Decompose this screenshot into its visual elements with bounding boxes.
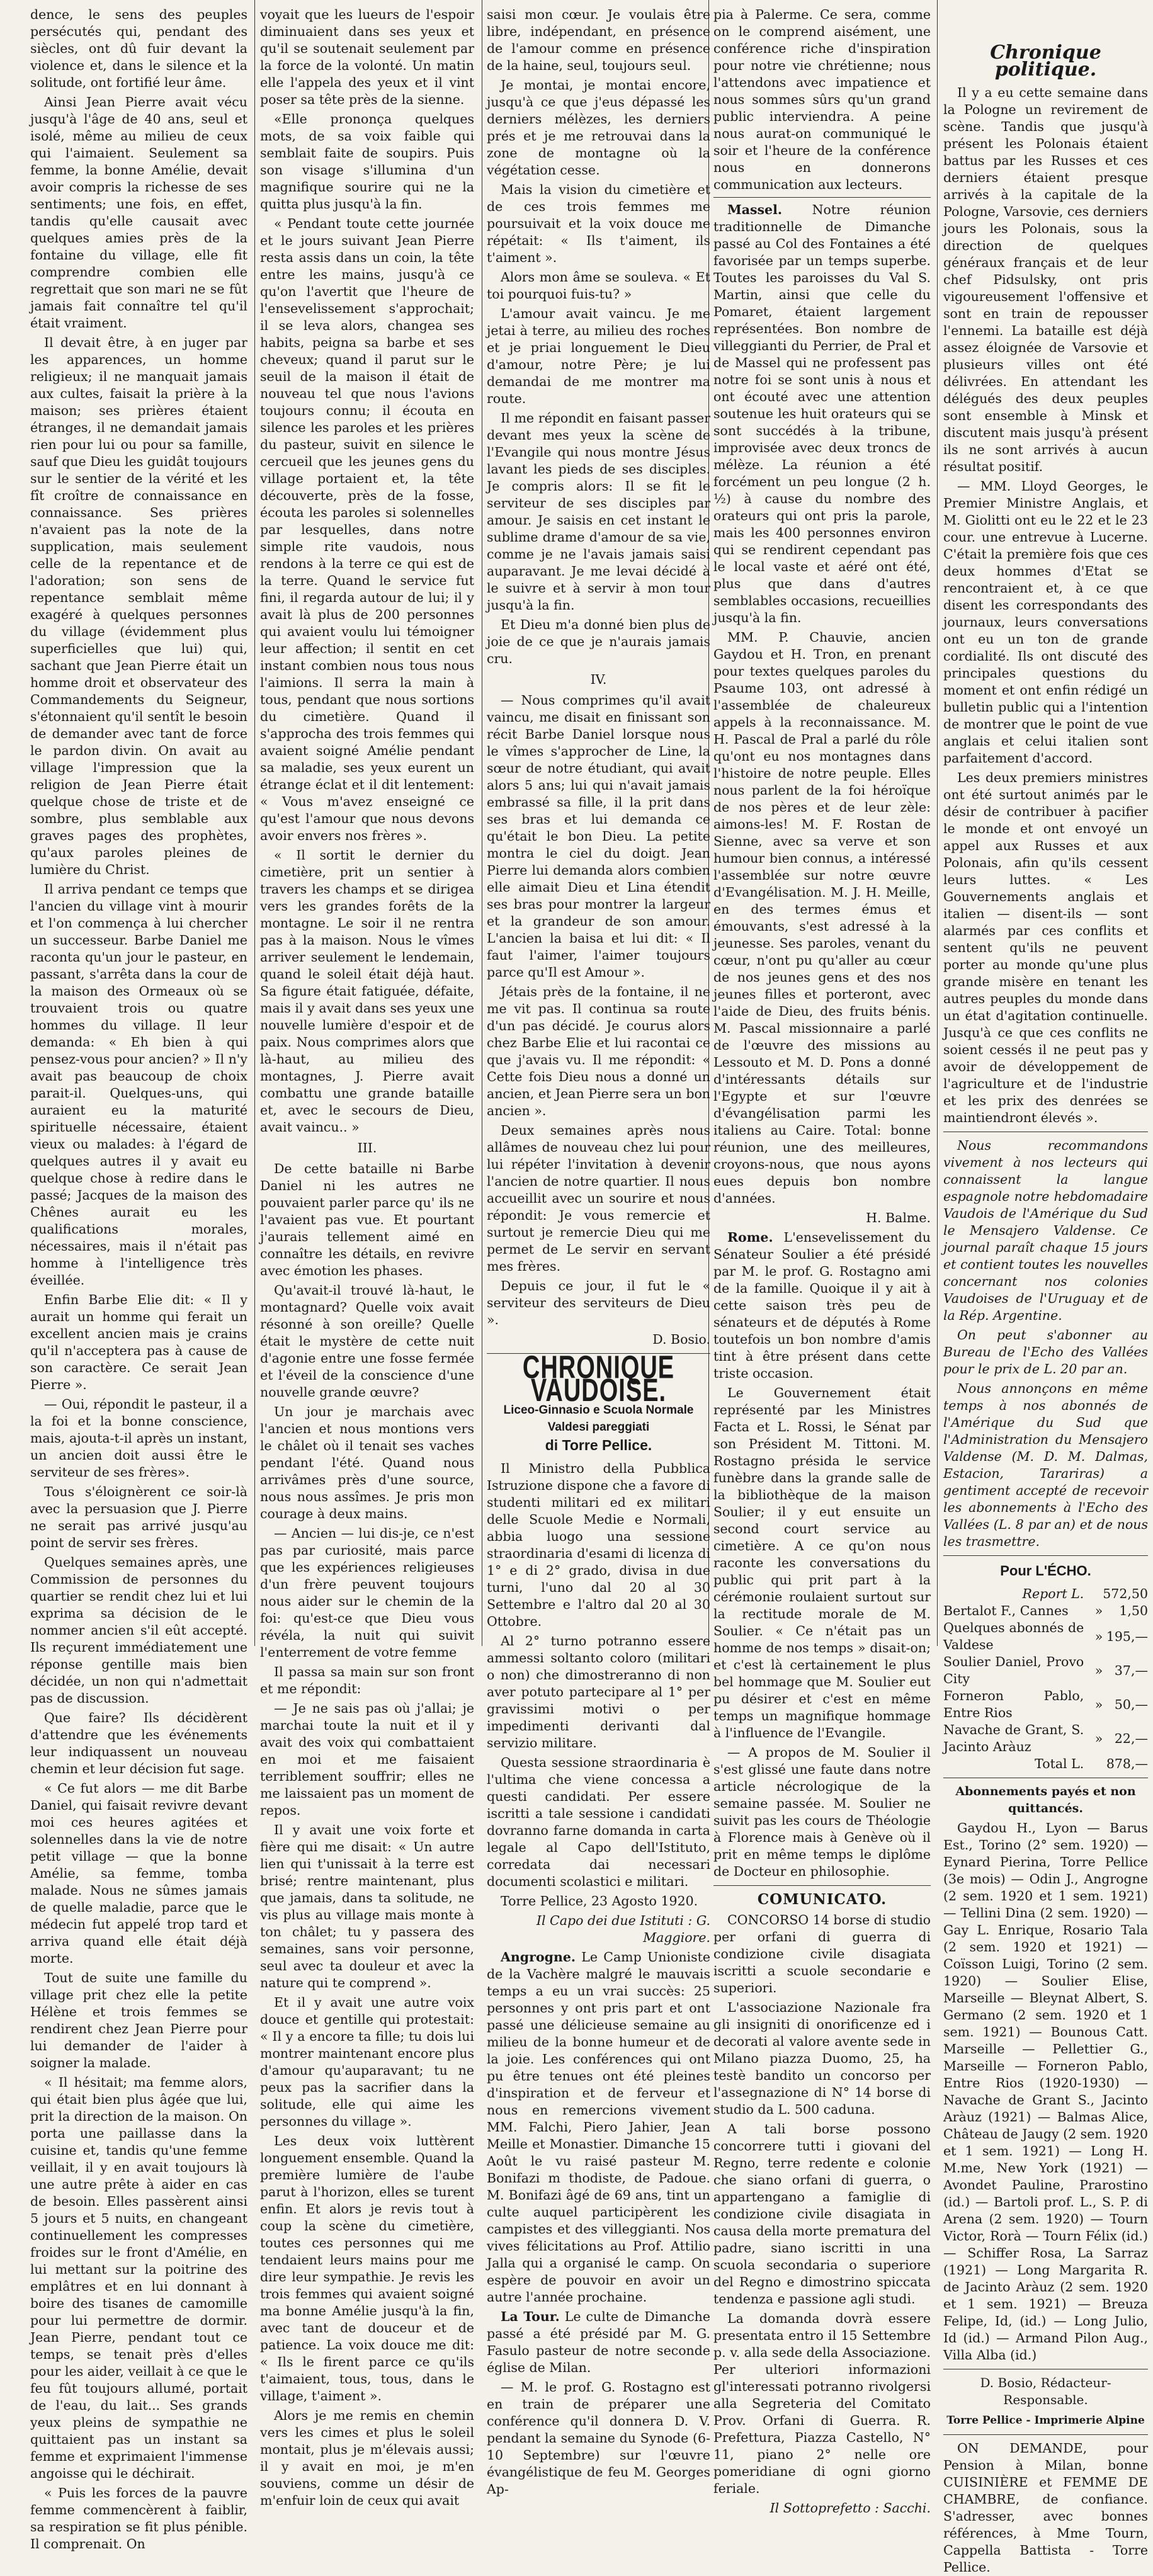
paragraph: « Pendant toute cette journée et le jours suivant Jean Pierre resta assis dans un coin, la tête entre les mains, jusqu'à ce qu'on l'avertit que l'heure de l'ensevelissement s'approchait; il se leva alors, changea ses habits, peigna sa barbe et ses cheveux; quand il parut sur le seuil de la maison il était de nouveau tel que nous l'avions toujours connu; il écouta en silence les paroles et les prières du pasteur, suivit en silence le cercueil que les jeunes gens du village portaient et, la tête découverte, près de la fosse, écouta les paroles si solennelles par lesquelles, dans notre simple rite vaudois, nous rendons à la terre ce qui est de la terre. Quand le service fut fini, il regarda autour de lui; il y avait là plus de 200 personnes qui avaient voulu lui témoigner leur affection; il sentit en cet instant combien nous tous nous l'aimions. Il serra la main à tous, pendant que nous sortions du cimetière. Quand il s'approcha des trois femmes qui avaient soigné Amélie pendant sa maladie, ses yeux eurent un étrange éclat et il dit lentement: « Vous m'avez enseigné ce qu'est l'amour que nous devons avoir envers nos frères ». [260, 216, 474, 843]
paragraph: « Ce fut alors — me dit Barbe Daniel, qui faisait revivre devant moi ces heures agitées et solennelles dans la vie de notre petit village — que la bonne Amélie, sa femme, tomba malade. Nous ne sûmes jamais de quelle maladie, parce que le médecin fut appelé trop tard et arriva quand elle était déjà morte. [30, 1781, 247, 1966]
currency-mark: » [1094, 1696, 1103, 1712]
author-signature: D. Bosio. [652, 1332, 710, 1347]
paragraph: dence, le sens des peuples persécutés qui, pendant des siècles, ont dû fuir devant la violence et, dans le silence et la solitude, ont fortifié leur âme. [30, 7, 247, 90]
paragraph: L'amour avait vaincu. Je me jetai à terre, au milieu des roches et je priai longuement le Dieu d'amour, notre Père; je lui demandai de me montrer ma route. [487, 306, 710, 406]
news-item-massel [713, 201, 931, 627]
ledger-total-row [943, 1756, 1148, 1773]
section-title: Chronique politique. [990, 42, 1101, 81]
paragraph: Les deux voix luttèrent longuement ensemble. Quand la première lumière de l'aube parut à l'horizon, elles se turent enfin. Et alors je revis tout à coup la scène du cimetière, toutes ces personnes qui me tendaient leurs mains pour me dire leur sympathie. Je revis les trois femmes qui avaient soigné ma bonne Amélie jusqu'à la fin, avec tant de douceur et de patience. La voix douce me dit: « Ils le firent parce ce qu'ils t'aimaient, tous, tous, dans le village, t'aiment ». [260, 2133, 474, 2403]
news-item-latour [487, 2308, 710, 2376]
paragraph: Il me répondit en faisant passer devant mes yeux la scène de l'Evangile qui nous montre Jésus lavant les pieds de ses disciples. Je compris alors: Il se fit le serviteur de ses disciples par amour. Je saisis en cet instant le sublime drame d'amour de sa vie, comme je ne l'avais jamais saisi auparavant. Je me levai décidé à le suivre et à servir à mon tour jusqu'à la fin. [487, 411, 710, 613]
donation-ledger [943, 1586, 1148, 1773]
subsection-title: Liceo-Ginnasio e Scuola Normale Valdesi pareggiati [503, 1404, 694, 1434]
paragraph: MM. P. Chauvie, ancien Gaydou et H. Tron, en prenant pour textes quelques paroles du Psaume 103, ont adressé à l'assemblée de chaleureux appels à la reconnaissance. M. H. Pascal de Pral a parlé du rôle qu'ont eu nos montagnes dans l'histoire de notre peuple. Elles nous parlent de la foi héroïque de nos pères et de leur zèle: aimons-les! M. F. Rostan de Sienne, avec sa verve et son humour bien connus, a intéressé l'assemblée sur notre œuvre d'Evangélisation. M. J. H. Meille, en des termes émus et émouvants, s'est adressé à la jeunesse. Ses paroles, venant du cœur, n'ont pu qu'aller au cœur de nos jeunes gens et des nos jeunes filles et porteront, avec l'aide de Dieu, des fruits bénis. M. Pascal missionnaire a parlé de l'œuvre des missions au Lessouto et M. D. Pons a donné d'intéressants détails sur l'Egypte et sur l'œuvre d'évangélisation parmi les italiens au Caire. Total: bonne réunion, une des meilleures, croyons-nous, que nous ayons eues depuis bon nombre d'années. [713, 630, 931, 1206]
signature: H. Balme. [866, 1210, 931, 1225]
divider [943, 2434, 1148, 2435]
column-3 [487, 6, 710, 2497]
paragraph: La domanda dovrà essere presentata entro il 15 Settembre p. v. alla sede della Associazione. Per ulteriori informazioni gl'interessati potranno rivolgersi alla Segreteria del Comitato Prov. Orfani di Guerra. R. Prefettura, Piazza Castello, N° 11, piano 2° nelle ore pomeridiane di ogni giorno feriale. [713, 2311, 931, 2496]
report-amount: 572,50 [1103, 1586, 1148, 1601]
paragraph: « Il hésitait; ma femme alors, qui était bien plus âgée que lui, prit la direction de la maison. On porta une paillasse dans la cuisine et, tandis qu'une femme veillait, il y en avait toujours là une autre prête à aider en cas de besoin. Elles passèrent ainsi 5 jours et 5 nuits, en changeant continuellement les compresses froides sur le front d'Amélie, en lui mettant sur la poitrine des emplâtres et en lui donnant à boire des tisanes de camomille pour lui permettre de dormir. Jean Pierre, pendant tout ce temps, se tenait près d'elles pour les aider, veillait à ce que le feu fût toujours allumé, portait de l'eau, du lait... Ses grands yeux pleins de sympathie ne quittaient pas un instant sa femme et exprimaient l'immense angoisse qui le déchirait. [30, 2075, 247, 2481]
editor-credit: D. Bosio, Rédacteur-Responsable. [980, 2375, 1111, 2407]
paragraph: — Ancien — lui dis-je, ce n'est pas par curiosité, mais parce que les expériences religieuses d'un frère peuvent toujours nous aider sur le chemin de la foi: qu'est-ce que Dieu vous révéla, la nuit qui suivit l'enterrement de votre femme [260, 1526, 474, 1660]
paragraph: De cette bataille ni Barbe Daniel ni les autres ne pouvaient parler parce qu' ils ne l'avaient pas vue. Et pourtant j'aurais tellement aimé en connaître les détails, en revivre avec émotion les phases. [260, 1161, 474, 1278]
paragraph: Quelques semaines après, une Commission de personnes du quartier se rendit chez lui et lui exprima sa décision de le nommer ancien s'il eût accepté. Ils reçurent immédiatement une réponse gentille mais bien décidée, un non qui n'admettait pas de discussion. [30, 1555, 247, 1706]
ledger-row [943, 1654, 1148, 1688]
paragraph: « Puis les forces de la pauvre femme commencèrent à faiblir, sa respiration se fit plus pénible. Il comprenait. On [30, 2485, 247, 2551]
paragraph: Qu'avait-il trouvé là-haut, le montagnard? Quelle voix avait résonné à son oreille? Quelle était le mystère de cette nuit d'agonie entre une fosse fermée et l'éveil de la conscience d'une nouvelle grande œuvre? [260, 1283, 474, 1400]
paragraph: saisi mon cœur. Je voulais être libre, indépendant, en présence de l'amour comme en présence de la haine, seul, toujours seul. [487, 7, 710, 73]
signature: Il Sottoprefetto : Sacchi. [770, 2500, 931, 2516]
ledger-row [943, 1620, 1148, 1654]
paragraph: Depuis ce jour, il fut le « serviteur des serviteurs de Dieu ». [487, 1278, 710, 1327]
section-title: COMUNICATO. [757, 1891, 887, 1908]
news-place: La Tour. [501, 2309, 560, 2324]
ledger-row [943, 1688, 1148, 1722]
paragraph: Et Dieu m'a donné bien plus de joie de ce que je n'aurais jamais cru. [487, 617, 710, 666]
column-4 [713, 6, 931, 2516]
news-item-angrogne [487, 1949, 710, 2306]
ledger-report-row [943, 1586, 1148, 1603]
paragraph: Questa sessione straordinaria è l'ultima che viene concessa a questi candidati. Per essere iscritti a tale sessione i candidati dovranno farne domanda in carta legale al Capo dell'Istituto, corredata dai necessari documenti scolastici e militari. [487, 1755, 710, 1889]
paragraph: — Je ne sais pas où j'allai; je marchai toute la nuit et il y avait des voix qui combattaient en moi et me faisaient terriblement souffrir; elles ne me laissaient pas un moment de repos. [260, 1701, 474, 1818]
paragraph: Le Gouvernement était représenté par les Ministres Facta et L. Rossi, le Sénat par son Président M. Tittoni. M. Rostagno présida le service funèbre dans la grande salle de la bibliothèque de la maison Soulier; il y eut ensuite un second court service au cimetière. A ce qu'on nous raconte les conversations du public qui prit part à la cérémonie roulaient surtout sur la rectitude morale de M. Soulier. « Ce n'était pas un homme de nos temps » disait-on; et c'est là certainement le plus bel hommage que M. Soulier eut pu désirer et c'est en même temps un magnifique hommage à l'influence de l'Evangile. [713, 1385, 931, 1740]
paragraph: Tout de suite une famille du village prit chez elle la petite Hélène et trois femmes se rendirent chez Jean Pierre pour lui demander de l'aider à soigner la malade. [30, 1970, 247, 2070]
total-amount: 878,— [1106, 1756, 1148, 1771]
paragraph: Enfin Barbe Elie dit: « Il y aurait un homme qui ferait un excellent ancien mais je crains qu'il n'acceptera pas à cause de son caractère. Ce serait Jean Pierre ». [30, 1292, 247, 1392]
paragraph: Je montai, je montai encore, jusqu'à ce que j'eus dépassé les derniers mélèzes, les derniers prés et je me retrouvai dans la zone de montagne où la végétation cesse. [487, 77, 710, 178]
paragraph: Il passa sa main sur son front et me répondit: [260, 1664, 474, 1696]
paragraph: — Nous comprimes qu'il avait vaincu, me disait en finissant son récit Barbe Daniel lorsque nous le vîmes s'approcher de Line, la sœur de notre étudiant, qui avait alors 5 ans; lui qui n'avait jamais embrassé sa fille, il la prit dans ses bras et lui demanda ce qu'était le bon Dieu. La petite montra le ciel du doigt. Jean Pierre lui demanda alors combien elle aimait Dieu et Lina étendit ses bras pour montrer la largeur et la grandeur de son amour. L'ancien la baisa et lui dit: « Il faut l'aimer, l'aimer toujours parce qu'Il est Amour ». [487, 693, 710, 980]
news-place: Massel. [727, 202, 783, 217]
paragraph: Et il y avait une autre voix douce et gentille qui protestait: « Il y a encore ta fille; tu dois lui montrer maintenant encore plus d'amour qu'auparavant; tu ne peux pas la sacrifier dans la solitude, elle qui aime les personnes du village ». [260, 1995, 474, 2129]
news-place: Angrogne. [501, 1949, 576, 1965]
column-5 [943, 6, 1148, 2575]
divider [943, 1555, 1148, 1556]
donation-amount: 22,— [1114, 1730, 1148, 1746]
subscriber-list: Gaydou H., Lyon — Barus Est., Torino (2° sem. 1920) — Eynard Pierina, Torre Pellice (3e mois) — Odin J., Angrogne (2 sem. 1920 et 1 sem. 1921) — Tellini Dina (2 sem. 1920) — Gay L. Enrique, Rosario Tala (2 sem. 1920 et 1921) — Coïsson Luigi, Torino (2 sem. 1920) — Soulier Elise, Marseille — Bleynat Albert, S. Germano (2 sem. 1920 et 1 sem. 1921) — Bounous Catt. Marseille — Pellettier G., Marseille — Forneron Pablo, Entre Rios (1920-1930) — Navache de Grant S., Jacinto Aràuz (1921) — Balmas Alice, Château de Jaugy (2 sem. 1920 et 1 sem. 1921) — Long H. M.me, New York (1921) — Avondet Pauline, Prarostino (id.) — Bartoli prof. L., S. P. di Arena (2 sem. 1920) — Tourn Victor, Rorà — Tourn Félix (id.) — Schiffer Rosa, La Sarraz (1921) — Long Margarita R. de Jacinto Aràuz (2 sem. 1920 et 1 sem. 1921) — Breuza Felipe, Id, (id.) — Long Julio, Id (id.) — Armand Pilon Aug., Villa Alba (id.) [943, 1820, 1148, 2363]
paragraph: CONCORSO 14 borse di studio per orfani di guerra di condizione civile disagiata iscritti a scuole secondarie e superiori. [713, 1912, 931, 1995]
total-label: Total L. [1035, 1756, 1084, 1771]
column-2 [260, 6, 474, 2508]
news-item-rome [713, 1229, 931, 1382]
notice-paragraph: Nous recommandons vivement à nos lecteurs qui connaissent la langue espagnole notre hebdomadaire Vaudois de l'Amérique du Sud le Mensajero Valdense. Ce journal paraît chaque 15 jours et contient toutes les nouvelles concernant nos colonies Vaudoises de l'Uruguay et de la Rép. Argentine. [943, 1138, 1148, 1323]
section-number: III. [357, 1140, 377, 1155]
column-1 [30, 6, 247, 2551]
currency-mark: » [1094, 1628, 1103, 1644]
paragraph: — A propos de M. Soulier il s'est glissé une faute dans notre article nécrologique de la semaine passée. M. Soulier ne suivit pas les cours de Théologie à Florence mais à Genève où il prit en même temps le diplôme de Docteur en philosophie. [713, 1745, 931, 1879]
paragraph: voyait que les lueurs de l'espoir diminuaient dans ses yeux et qu'il se soutenait seulement par la force de la volonté. Un matin elle l'appela des yeux et il vint poser sa tête près de la sienne. [260, 7, 474, 107]
donor-name: Quelques abonnés de Valdese [943, 1620, 1084, 1652]
notice-paragraph: On peut s'abonner au Bureau de l'Echo des Vallées pour le prix de L. 20 par an. [943, 1327, 1148, 1376]
paragraph: Un jour je marchais avec l'ancien et nous montions vers le châlet où il tenait ses vaches pendant l'été. Quand nous arrivâmes près d'une source, nous nous assîmes. Je pris mon courage à deux mains. [260, 1404, 474, 1521]
paragraph: Les deux premiers ministres ont été surtout animés par le désir de contribuer à pacifier le monde et ont envoyé un appel aux Russes et aux Polonais, afin qu'ils cessent leurs luttes. « Les Gouvernements anglais et italien — disent-ils — sont alarmés par ces conflits et sentent qu'ils ne peuvent porter au monde qu'une plus grande misère en tenant les autres peuples du monde dans un état d'agitation continuelle. Jusqu'à ce que ces conflits ne soient cessés il ne peut pas y avoir de développement de l'agriculture et de l'industrie et les prix des denrées se maintiendront élevés ». [943, 770, 1148, 1125]
paragraph: Il y a eu cette semaine dans la Pologne un revirement de scène. Tandis que jusqu'à présent les Polonais étaient battus par les Russes et ces derniers étaient presque arrivés à la capitale de la Pologne, Varsovie, ces derniers jours les Polonais, sous la direction de quelques généraux français et de leur chef Pidsulsky, ont pris vigoureusement l'offensive et sont en train de repousser l'ennemi. La bataille est déjà assez éloignée de Varsovie et plusieurs villes ont été délivrées. En attendant les délégués des deux peuples sont ensemble à Minsk et discutent mais jusqu'à présent ils ne sont arrivés à aucun résultat positif. [943, 85, 1148, 474]
paragraph: Mais la vision du cimetière et de ces trois femmes me poursuivait et la voix douce me répétait: « Ils t'aiment, ils t'aiment ». [487, 182, 710, 265]
paragraph: Que faire? Ils décidèrent d'attendre que les événements leur indiquassent un nouveau chemin et leur décision fut sage. [30, 1710, 247, 1776]
paragraph: — MM. Lloyd Georges, le Premier Ministre Anglais, et M. Giolitti ont eu le 22 et le 23 cour. une entrevue à Lucerne. C'était la première fois que ces deux hommes d'Etat se rencontraient et, à ce que disent les correspondants des journaux, leurs conversations ont eu un ton de grande cordialité. Ils ont discuté des principales questions du moment et ont enfin rédigé un bulletin public qui a l'intention de montrer que le point de vue anglais et celui italien sont parfaitement d'accord. [943, 479, 1148, 766]
paragraph: Jétais près de la fontaine, il ne me vit pas. Il continua sa route d'un pas décidé. Je courus alors chez Barbe Elie et lui racontai ce que j'avais vu. Il me répondit: « Cette fois Dieu nous a donné un ancien, et Jean Pierre sera un bon ancien ». [487, 984, 710, 1118]
classified-ad: ON DEMANDE, pour Pension à Milan, bonne CUISINIÈRE et FEMME DE CHAMBRE, de confiance. S'adresser, avec bonnes références, à Mme Tourn, Cappella Battista - Torre Pellice. [943, 2441, 1148, 2575]
donor-name: Bertalot F., Cannes [943, 1603, 1069, 1618]
news-text: Notre réunion traditionnelle de Dimanche passé au Col des Fontaines a été favorisée par un temps superbe. Toutes les paroisses du Val S. Martin, ainsi que celle du Pomaret, étaient largement représentées. Bon nombre de villeggianti du Perrier, de Pral et de Massel qui ne professent pas notre foi se sont unis à nous et ont écouté avec une attention soutenue les huit orateurs qui se sont succédés à la tribune, improvisée avec deux troncs de mélèze. La réunion a été forcément un peu longue (2 h. ½) à cause du nombre des orateurs qui ont pris la parole, mais les 400 personnes environ qui se rendirent cependant pas le local vaste et aéré ont été, plus que dans d'autres semblables occasions, recueillies jusqu'à la fin. [713, 202, 931, 625]
paragraph: L'associazione Nazionale fra gli insigniti di onorificenze ed i decorati al valore avente sede in Milano piazza Duomo, 25, ha testè bandito un concorso per l'assegnazione di N° 14 borse di studio da L. 500 caduna. [713, 2000, 931, 2117]
paragraph: — M. le prof. G. Rostagno est en train de préparer une conférence qu'il donnera D. V. pendant la semaine du Synode (6-10 Septembre) sur l'œuvre évangélistique de feu M. Georges Ap- [487, 2380, 710, 2497]
report-label: Report L. [1022, 1586, 1084, 1601]
section-number: IV. [590, 672, 607, 687]
section-title: CHRONIQUE VAUDOISE. [522, 1349, 675, 1409]
paragraph: Deux semaines après nous allâmes de nouveau chez lui pour lui répéter l'invitation à devenir l'ancien de notre quartier. Il nous accueillit avec un sourire et nous répondit: Je vous remercie et surtout je remercie Dieu qui me permet de Le servir en servant mes frères. [487, 1123, 710, 1274]
column-rule [937, 0, 938, 1646]
news-text: Le culte de Dimanche passé a été présidé par M. G. Fasulo pasteur de notre seconde église de Milan. [487, 2309, 710, 2375]
donor-name: Soulier Daniel, Provo City [943, 1654, 1084, 1686]
paragraph: Alors je me remis en chemin vers les cimes et plus le soleil montait, plus je m'élevais aussi; il y avait en moi, je m'en souviens, comme un désir de m'enfuir loin de ceux qui avait [260, 2408, 474, 2508]
paragraph: Il devait être, à en juger par les apparences, un homme religieux; il ne manquait jamais aux cultes, faisait la prière à la maison; ses prières étaient étranges, il ne demandait jamais rien pour lui ou pour sa famille, sauf que Dieu les guidât toujours sur le sentier de la vérité et les fît croître de connaissance en connaissance. Ses prières n'avaient pas la note de la supplication, mais seulement celle de la repentance et de l'adoration; son sens de repentance semblait même exagéré à quelques personnes du village (évidemment plus superficielles que lui) qui, sachant que Jean Pierre était un homme droit et observateur des Commandements du Seigneur, s'étonnaient qu'il sentît le besoin de demander avec tant de force le pardon divin. On avait au village l'impression que la religion de Jean Pierre était quelque chose de triste et de sombre, plus semblable aux graves pages des prophètes, qu'aux paroles pleines de lumière du Christ. [30, 335, 247, 877]
currency-mark: » [1094, 1730, 1103, 1746]
donation-amount: 195,— [1106, 1628, 1148, 1644]
donation-amount: 37,— [1114, 1662, 1148, 1678]
divider [713, 1885, 931, 1886]
section-title: Pour L'ÉCHO. [1000, 1563, 1091, 1579]
paragraph: « Il sortit le dernier du cimetière, prit un sentier à travers les champs et se dirigea vers les grandes forêts de la montagne. Le soir il ne rentra pas à la maison. Nous le vîmes arriver seulement le lendemain, quand le soleil était déjà haut. Sa figure était fatiguée, défaite, mais il y avait dans ses yeux une nouvelle lumière d'espoir et de paix. Nous comprimes alors que là-haut, au milieu des montagnes, J. Pierre avait combattu une grande bataille et, avec le secours de Dieu, avait vaincu.. » [260, 848, 474, 1135]
ledger-row [943, 1603, 1148, 1620]
printer-credit: Torre Pellice - Imprimerie Alpine [946, 2414, 1145, 2427]
paragraph: «Elle prononça quelques mots, de sa voix faible qui semblait faite de soupirs. Puis son visage s'illumina d'un magnifique sourire qui ne la quitta plus jusqu'à la fin. [260, 111, 474, 212]
ledger-row [943, 1722, 1148, 1756]
notice-paragraph: Nous annonçons en même temps à nos abonnés de l'Amérique du Sud que l'Administration du Mensajero Valdense (M. D. M. Dalmas, Estacion, Tarariras) a gentiment accepté de recevoir les abonnements à l'Echo des Vallées (L. 8 par an) et de nous les trasmettre. [943, 1381, 1148, 1549]
donation-amount: 50,— [1114, 1696, 1148, 1712]
divider [713, 197, 931, 198]
news-text: L'ensevelissement du Sénateur Soulier a été présidé par M. le prof. G. Rostagno ami de la famille. Quoique il y ait à cette saison très peu de sénateurs et de députés à Rome toutefois un bon nombre d'amis tint à être présent dans cette triste occasion. [713, 1230, 931, 1381]
paragraph: Ainsi Jean Pierre avait vécu jusqu'à l'âge de 40 ans, seul et isolé, même au milieu de ceux qui l'aimaient. Seulement sa femme, la bonne Amélie, devait avoir compris la richesse de ses sentiments; une fois, en effet, tandis qu'elle causait avec quelques amies près de la fontaine du village, elle fit comprendre combien elle regrettait que son mari ne se fût jamais fait connaître tel qu'il était vraiment. [30, 94, 247, 331]
dateline: Torre Pellice, 23 Agosto 1920. [501, 1893, 698, 1909]
paragraph: — Oui, répondit le pasteur, il a la foi et la bonne conscience, mais, ajouta-t-il après un instant, un ancien doit aussi être le serviteur de ses frères». [30, 1397, 247, 1480]
paragraph: Il y avait une voix forte et fière qui me disait: « Un autre lien qui t'unissait à la terre est brisé; rentre maintenant, plus que jamais, dans ta solitude, ne vis plus au village mais monte à ton châlet; tu y passera des semaines, sans voir personne, seul avec ta douleur et avec la nature qui te comprend ». [260, 1822, 474, 1990]
paragraph: A tali borse possono concorrere tutti i giovani del Regno, terre redente e colonie che siano orfani di guerra, o appartengano a famiglie di condizione civile disagiata in causa della morte prematura del padre, siano iscritti in una scuola secondaria o superiore del Regno e dimostrino spiccata tendenza e passione agli studi. [713, 2121, 931, 2306]
subsection-title: di Torre Pellice. [545, 1437, 652, 1453]
signature: Il Capo dei due Istituti : G. Maggiore. [536, 1913, 710, 1945]
paragraph: Al 2° turno potranno essere ammessi soltanto coloro (militari o non) che dimostreranno di non aver potuto partecipare al 1° per gravissimi motivi o per impedimenti derivanti dal servizio militare. [487, 1633, 710, 1750]
currency-mark: » [1094, 1662, 1103, 1678]
paragraph: Alors mon âme se souleva. « Et toi pourquoi fuis-tu? » [487, 270, 710, 302]
donor-name: Forneron Pablo, Entre Rios [943, 1688, 1084, 1720]
paragraph: Il Ministro della Pubblica Istruzione dispone che a favore di studenti militari ed ex militari delle Scuole Medie e Normali, abbia luogo una sessione straordinaria d'esami di licenza di 1° e di 2° grado, divisa in due turni, l'uno dal 20 al 30 Settembre e l'altro dal 20 al 30 Ottobre. [487, 1461, 710, 1629]
news-text: Le Camp Unioniste de la Vachère malgré le mauvais temps a eu un vrai succès: 25 personnes y ont pris part et ont passé une délicieuse semaine au milieu de la bonne humeur et de la joie. Les conférences qui ont pu être tenues ont été pleines d'inspiration et de ferveur et nous en remercions vivement MM. Falchi, Piero Jahier, Jean Meille et Monastier. Dimanche 15 Août le vu raisé pasteur M. Bonifazi m thodiste, de Padoue. M. Bonifazi âgé de 69 ans, tint un culte auquel participèrent les campistes et des villeggianti. Nos vives félicitations au Prof. Attilio Jalla qui a organisé le camp. On espère de pouvoir en avoir un autre l'année prochaine. [487, 1949, 710, 2305]
news-place: Rome. [727, 1230, 773, 1245]
paragraph: pia à Palerme. Ce sera, comme on le comprend aisément, une conférence riche d'inspiration pour notre vie chrétienne; nous l'attendons avec impatience et nous sommes sûrs qu'un grand public interviendra. A peine nous aurat-on communiqué le soir et l'heure de la conférence nous en donnerons communication aux lecteurs. [713, 7, 931, 192]
paragraph: Tous s'éloignèrent ce soir-là avec la persuasion que J. Pierre ne serait pas arrivé jusqu'au point de servir ses frères. [30, 1484, 247, 1550]
donation-amount: 1,50 [1119, 1603, 1148, 1618]
donor-name: Navache de Grant, S. Jacinto Aràuz [943, 1722, 1084, 1754]
section-title: Abonnements payés et non quittancés. [955, 1784, 1136, 1815]
currency-mark: » [1094, 1603, 1103, 1618]
newspaper-page [11, 0, 1148, 2575]
column-rule [254, 0, 255, 1646]
paragraph: Il arriva pendant ce temps que l'ancien du village vint à mourir et l'on commença à lui chercher un successeur. Barbe Daniel me raconta qu'un jour le pasteur, en passant, s'arrêta dans la cour de la maison des Ormeaux où se trouvaient trois ou quatre hommes du village. Il leur demanda: « Eh bien à qui pensez-vous pour ancien? » Il n'y avait pas beaucoup de choix parait-il. Quelques-uns, qui auraient eu la maturité spirituelle nécessaire, étaient vieux ou malades: à l'égard de quelques autres il y avait eu quelque chose à redire dans le passé; Jacques de la maison des Chênes aurait eu les qualifications morales, nécessaires, mais il n'était pas homme à l'intelligence très éveillée. [30, 882, 247, 1288]
